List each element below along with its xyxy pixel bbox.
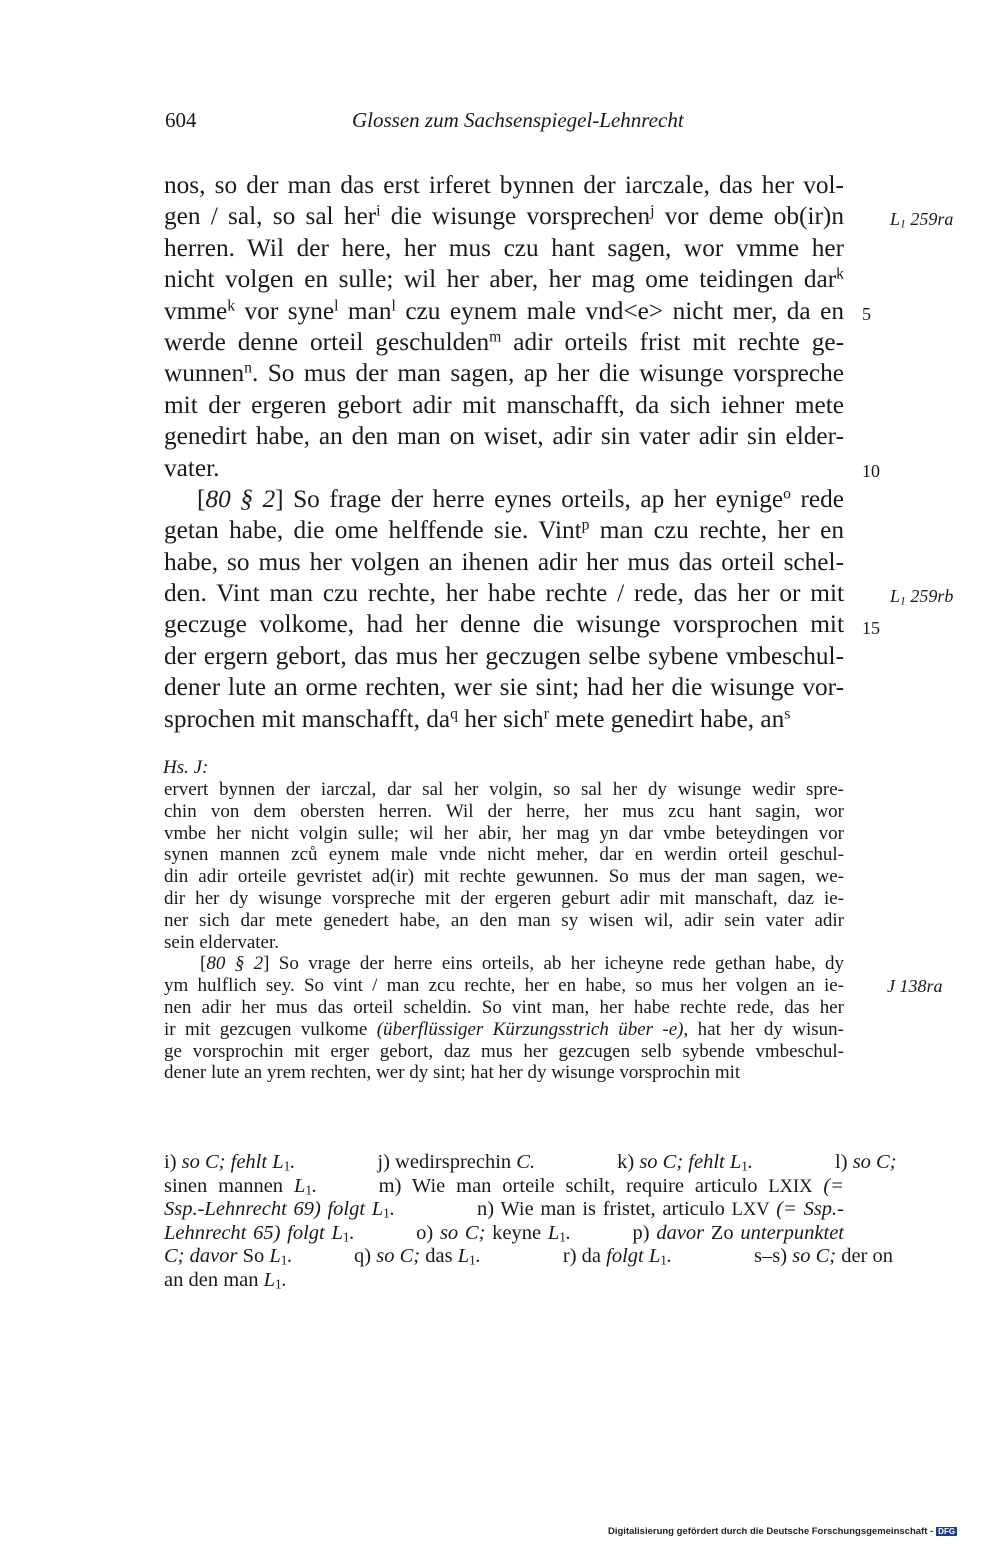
folio-margin-note: $L_1$ 259rb	[890, 586, 954, 608]
variant-text-line: nen adir her mus das orteil scheldin. So vint man, her habe rechte rede, das her	[164, 996, 844, 1018]
variant-text-line: sein eldervater.	[164, 931, 280, 953]
footer-text: Digitalisierung gefördert durch die Deutsche Forschungsgemeinschaft -	[608, 1526, 934, 1537]
main-text-line: dener lute an orme rechten, wer sie sint; had her die wisunge vor-	[164, 673, 844, 702]
main-text-line: nicht volgen en sulle; wil her aber, her mag ome teidingen dar$^k$	[164, 265, 844, 294]
folio-margin-note: J 138ra	[887, 976, 943, 997]
main-text-line: [80 § 2] So frage der herre eynes orteils, ap her eynige$^o$ rede	[197, 484, 844, 513]
variant-text-line: ym hulflich sey. So vint / man zcu rechte, her en habe, so mus her volgen an ie-	[164, 975, 844, 997]
running-title: Glossen zum Sachsenspiegel-Lehnrecht	[352, 108, 684, 132]
main-text-line: geczuge volkome, had her denne die wisunge vorsprochen mit	[164, 610, 844, 639]
note-line: C; davor So $L_1$. q) so C; das $L_1$. r) da folgt $L_1$. s–s) so C; der on	[164, 1245, 894, 1268]
variant-text-block	[164, 779, 844, 1084]
main-text-line: nos, so der man das erst irferet bynnen der iarczale, das her vol-	[164, 171, 844, 199]
main-text-line: wunnen$^n$. So mus der man sagen, ap her die wisunge vorspreche	[164, 359, 844, 388]
main-text-line: getan habe, die ome helffende sie. Vint$^p$ man czu rechte, her en	[164, 516, 844, 545]
main-text-line: habe, so mus her volgen an ihenen adir her mus das orteil schel-	[164, 547, 844, 576]
main-text-line: den. Vint man czu rechte, her habe rechte / rede, das her or mit	[164, 579, 844, 608]
footer-credit	[608, 1526, 957, 1537]
note-line: Lehnrecht 65) folgt $L_1$. o) so C; keyne $L_1$. p) davor Zo unterpunktet	[164, 1221, 845, 1245]
note-line: i) so C; fehlt $L_1$. j) wedirsprechin C. k) so C; fehlt $L_1$. l) so C;	[164, 1151, 897, 1174]
variant-text-line: ervert bynnen der iarczal, dar sal her volgin, so sal her dy wisunge wedir spre-	[164, 779, 844, 800]
main-text-line: genedirt habe, an den man on wiset, adir sin vater adir sin elder-	[164, 422, 844, 451]
variant-label: Hs. J:	[163, 757, 209, 778]
variant-text-line: ir mit gezcugen vulkome (überflüssiger Kürzungsstrich über -e), hat her dy wisun-	[164, 1018, 844, 1040]
main-text-line: vater.	[164, 453, 220, 482]
main-text-block	[164, 170, 844, 735]
variant-text-line: chin von dem obersten herren. Wil der herre, her mus zcu hant sagin, wor	[164, 800, 844, 822]
variant-text-line: ner sich dar mete genedert habe, an den man sy wisen wil, adir sein vater adir	[164, 909, 844, 931]
main-text-line: mit der ergeren gebort adir mit manschafft, da sich iehner mete	[164, 390, 844, 419]
line-number: 10	[862, 460, 880, 481]
variant-text-line: dir her dy wisunge vorspreche mit der ergeren geburt adir mit manschaft, daz ie-	[164, 887, 844, 909]
line-number: 15	[862, 617, 880, 638]
main-text-line: werde denne orteil geschulden$^m$ adir orteils frist mit rechte ge-	[164, 327, 845, 356]
variant-text-line: ge vorsprochin mit erger gebort, daz mus her gezcugen selb sybende vmbeschul-	[164, 1040, 844, 1062]
apparatus-notes	[164, 1151, 897, 1292]
main-text-line: der ergern gebort, das mus her geczugen selbe sybene vmbeschul-	[164, 641, 844, 670]
variant-text-line: vmbe her nicht volgin sulle; wil her abir, her mag yn dar vmbe beteydingen vor	[164, 822, 844, 844]
folio-margin-note: $L_1$ 259ra	[890, 209, 954, 231]
note-line: sinen mannen $L_1$. m) Wie man orteile schilt, require articulo LXIX (=	[164, 1174, 845, 1198]
variant-text-line: dener lute an yrem rechten, wer dy sint; hat her dy wisunge vorsprochin mit	[164, 1062, 741, 1084]
note-line: an den man $L_1$.	[164, 1268, 287, 1292]
dfg-logo: DFG	[938, 1527, 956, 1536]
main-text-line: herren. Wil der here, her mus czu hant sagen, wor vmme her	[164, 233, 844, 262]
variant-text-line: [80 § 2] So vrage der herre eins orteils, ab her icheyne rede gethan habe, dy	[200, 953, 844, 975]
main-text-line: vmme$^k$ vor syne$^l$ man$^l$ czu eynem male vnd<e> nicht mer, da en	[164, 296, 844, 325]
note-line: Ssp.-Lehnrecht 69) folgt $L_1$. n) Wie man is fristet, articulo LXV (= Ssp.-	[164, 1198, 844, 1221]
variant-text-line: din adir orteile gevristet ad(ir) mit rechte gewunnen. So mus der man sagen, we-	[164, 866, 844, 888]
line-number: 5	[862, 303, 871, 324]
variant-text-line: synen mannen zců eynem male vnde nicht meher, dar en werdin orteil geschul-	[164, 844, 844, 866]
main-text-line: gen / sal, so sal her$^i$ die wisunge vorsprechen$^j$ vor deme ob(ir)n	[164, 202, 844, 231]
main-text-line: sprochen mit manschafft, $da^q$ her sich$^r$ mete genedirt habe, $an^s$	[164, 704, 791, 733]
page-number: 604	[165, 108, 197, 132]
